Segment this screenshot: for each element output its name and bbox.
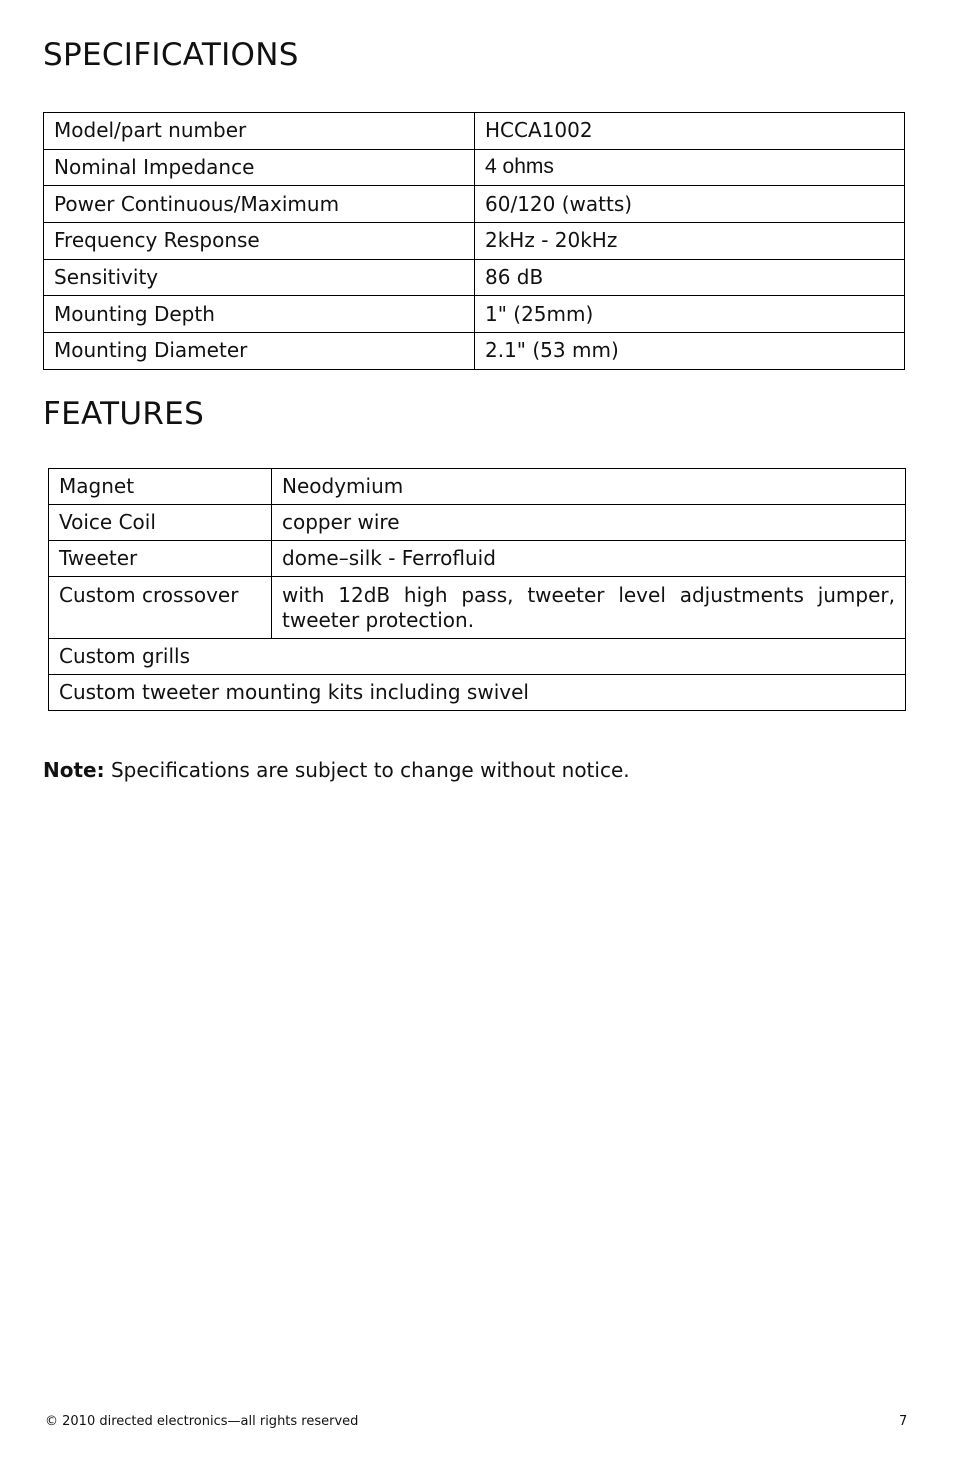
feature-full-row: Custom tweeter mounting kits including swivel	[49, 675, 906, 711]
note	[43, 758, 630, 782]
table-row	[44, 333, 905, 370]
table-row	[44, 113, 905, 150]
note-text: Specifications are subject to change without notice.	[104, 758, 630, 782]
spec-label: Sensitivity	[44, 259, 475, 296]
spec-value: 1" (25mm)	[475, 296, 905, 333]
table-row	[49, 469, 906, 505]
spec-label: Mounting Diameter	[44, 333, 475, 370]
spec-label: Frequency Response	[44, 223, 475, 260]
table-row	[49, 505, 906, 541]
feature-full-row: Custom grills	[49, 639, 906, 675]
table-row	[49, 577, 906, 639]
specifications-table	[43, 112, 905, 370]
features-title: FEATURES	[43, 396, 205, 432]
page-number: 7	[899, 1414, 908, 1429]
feature-label: Custom crossover	[49, 577, 272, 639]
table-row	[44, 186, 905, 223]
spec-value: 2kHz - 20kHz	[475, 223, 905, 260]
spec-value: 86 dB	[475, 259, 905, 296]
table-row	[49, 541, 906, 577]
feature-value: dome–silk - Ferrofluid	[272, 541, 906, 577]
note-label: Note:	[43, 758, 105, 782]
feature-label: Tweeter	[49, 541, 272, 577]
spec-label: Mounting Depth	[44, 296, 475, 333]
spec-value: 60/120 (watts)	[475, 186, 905, 223]
table-row	[49, 639, 906, 675]
table-row	[44, 149, 905, 186]
spec-label: Power Continuous/Maximum	[44, 186, 475, 223]
features-table	[48, 468, 906, 711]
footer-copyright: © 2010 directed electronics—all rights reserved	[45, 1414, 359, 1429]
feature-label: Magnet	[49, 469, 272, 505]
feature-value: Neodymium	[272, 469, 906, 505]
table-row	[44, 223, 905, 260]
table-row	[49, 675, 906, 711]
spec-value: 4 ohms	[475, 149, 905, 186]
feature-label: Voice Coil	[49, 505, 272, 541]
spec-value: HCCA1002	[475, 113, 905, 150]
feature-value: copper wire	[272, 505, 906, 541]
specifications-title: SPECIFICATIONS	[43, 37, 299, 73]
table-row	[44, 296, 905, 333]
spec-value: 2.1" (53 mm)	[475, 333, 905, 370]
spec-label: Model/part number	[44, 113, 475, 150]
spec-label: Nominal Impedance	[44, 149, 475, 186]
feature-value: with 12dB high pass, tweeter level adjustments jumper, tweeter protection.	[272, 577, 906, 639]
table-row	[44, 259, 905, 296]
